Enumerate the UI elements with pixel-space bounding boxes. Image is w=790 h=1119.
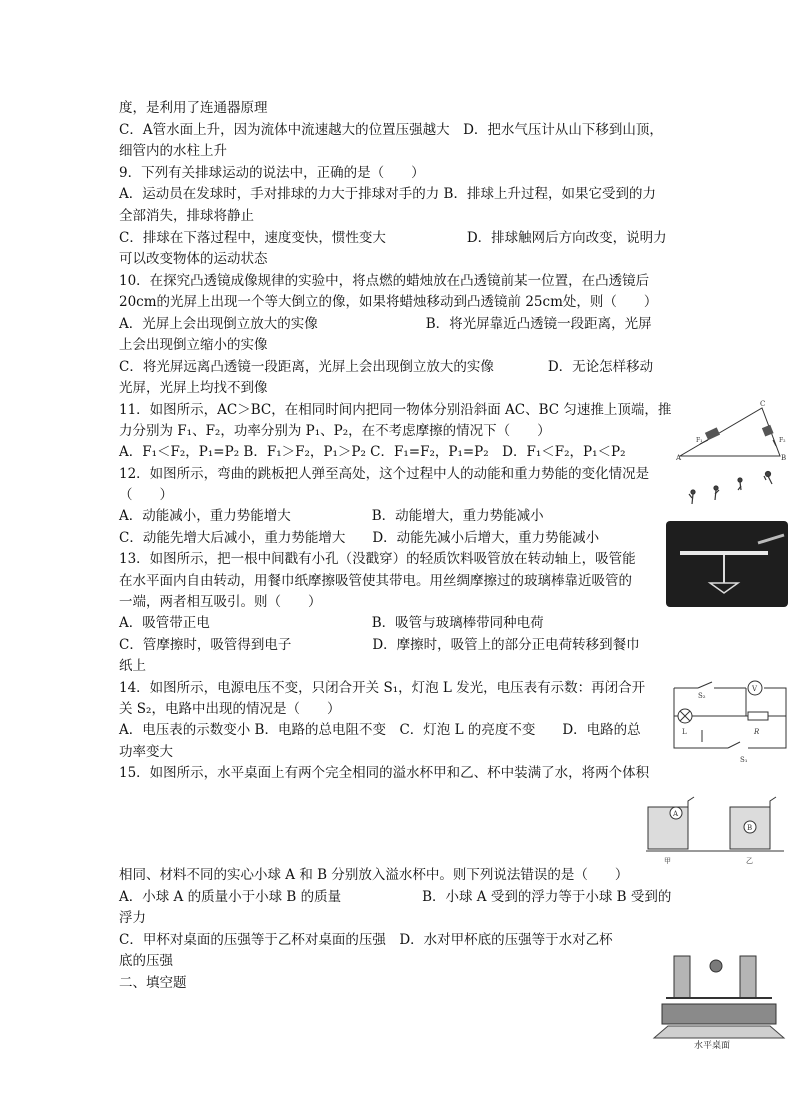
switch-s1-blade bbox=[728, 742, 740, 748]
text-line: 20cm的光屏上出现一个等大倒立的像，如果将蜡烛移动到凸透镜前 25cm处，则（ ） bbox=[119, 294, 658, 310]
wire-right bbox=[748, 688, 786, 748]
text-line: A．光屏上会出现倒立放大的实像 B．将光屏靠近凸透镜一段距离，光屏 bbox=[119, 316, 652, 332]
cup-yi bbox=[730, 797, 776, 849]
text-line: A．小球 A 的质量小于小球 B 的质量 B．小球 A 受到的浮力等于小球 B 受到的 bbox=[119, 889, 672, 905]
block-on-ac bbox=[705, 427, 720, 440]
incline-label-a: A bbox=[676, 454, 682, 462]
label-r: R bbox=[754, 728, 760, 736]
incline-label-c: C bbox=[760, 400, 766, 408]
text-line: （ ） bbox=[119, 487, 173, 503]
question-14: 14．如图所示，电源电压不变，只闭合开关 S₁，灯泡 L 发光，电压表有示数：再闭合开 bbox=[119, 680, 646, 696]
resistor-symbol bbox=[748, 712, 768, 720]
question-9: 9．下列有关排球运动的说法中，正确的是（ ） bbox=[119, 165, 425, 181]
text-line: 功率变大 bbox=[119, 744, 173, 760]
balance-pivot bbox=[710, 960, 722, 972]
label-s1: S₁ bbox=[740, 756, 748, 764]
jumper-figure-2 bbox=[714, 486, 719, 500]
overflow-cups-figure bbox=[646, 795, 786, 867]
label-s2: S₂ bbox=[698, 692, 706, 700]
text-line: A．吸管带正电 B．吸管与玻璃棒带同种电荷 bbox=[119, 615, 544, 631]
jumper-figure-1 bbox=[689, 490, 695, 504]
cup-yi-spout bbox=[770, 797, 776, 807]
text-line: 细管内的水柱上升 bbox=[119, 143, 227, 159]
question-11: 11．如图所示，AC＞BC，在相同时间内把同一物体分别沿斜面 AC、BC 匀速推上顶端，推 bbox=[119, 402, 672, 418]
circuit-figure bbox=[668, 678, 790, 764]
switch-s2-blade bbox=[698, 682, 712, 688]
text-line: 力分别为 F₁、F₂，功率分别为 P₁、P₂，在不考虑摩擦的情况下（ ） bbox=[119, 423, 551, 439]
text-line: 全部消失，排球将静止 bbox=[119, 208, 254, 224]
text-line: 可以改变物体的运动状态 bbox=[119, 251, 268, 267]
incline-label-f1: F₁ bbox=[696, 437, 703, 444]
text-line: A．电压表的示数变小 B．电路的总电阻不变 C．灯泡 L 的亮度不变 D．电路的总 bbox=[119, 722, 641, 738]
section-heading-fill-in: 二、填空题 bbox=[119, 975, 187, 991]
text-line: 一端，两者相互吸引。则（ ） bbox=[119, 594, 322, 610]
bottle-left bbox=[674, 956, 690, 998]
balance-base bbox=[662, 1004, 776, 1024]
text-line: 上会出现倒立缩小的实像 bbox=[119, 337, 268, 353]
straw-photo-drawing bbox=[666, 521, 788, 607]
text-line: 相同、材料不同的实心小球 A 和 B 分别放入溢水杯中。则下列说法错误的是（ ） bbox=[119, 867, 629, 883]
label-l: L bbox=[682, 728, 687, 736]
straw-photo bbox=[666, 521, 788, 607]
text-line: C．甲杯对桌面的压强等于乙杯对桌面的压强 D．水对甲杯底的压强等于水对乙杯 bbox=[119, 932, 613, 948]
question-10: 10．在探究凸透镜成像规律的实验中，将点燃的蜡烛放在凸透镜前某一位置，在凸透镜后 bbox=[119, 273, 650, 289]
glass-rod bbox=[758, 535, 784, 543]
text-line: C．动能先增大后减小，重力势能增大 D．动能先减小后增大，重力势能减小 bbox=[119, 530, 600, 546]
text-line: 在水平面内自由转动，用餐巾纸摩擦吸管使其带电。用丝绸摩擦过的玻璃棒靠近吸管的 bbox=[119, 573, 632, 589]
jumper-figure-4 bbox=[764, 472, 772, 485]
cup-jia-spout bbox=[688, 797, 694, 807]
ball-a-label: A bbox=[673, 810, 679, 818]
text-line: C．管摩擦时，吸管得到电子 D．摩擦时，吸管上的部分正电荷转移到餐巾 bbox=[119, 637, 640, 653]
straw bbox=[680, 551, 768, 555]
label-yi: 乙 bbox=[746, 857, 753, 865]
jumper-figure-3 bbox=[738, 478, 742, 490]
desk-caption: 水平桌面 bbox=[694, 1041, 731, 1051]
text-line: C．将光屏远离凸透镜一段距离，光屏上会出现倒立放大的实像 D．无论怎样移动 bbox=[119, 359, 654, 375]
text-line: 浮力 bbox=[119, 910, 146, 926]
text-line: 度，是利用了连通器原理 bbox=[119, 100, 268, 116]
ball-b-label: B bbox=[747, 824, 753, 832]
text-line: A．运动员在发球时，手对排球的力大于排球对手的力 B．排球上升过程，如果它受到的力 bbox=[119, 186, 656, 202]
cup-jia bbox=[648, 797, 694, 849]
desk-photo bbox=[652, 948, 786, 1052]
bottle-right bbox=[740, 956, 756, 998]
text-line: 光屏，光屏上均找不到像 bbox=[119, 380, 268, 396]
text-line: A．F₁＜F₂，P₁=P₂ B．F₁＞F₂，P₁＞P₂ C．F₁=F₂，P₁=P₂ D．F₁＜F₂，P₁＜P₂ bbox=[119, 444, 626, 460]
text-line: C．A管水面上升，因为流体中流速越大的位置压强越大 D．把水气压计从山下移到山顶， bbox=[119, 122, 663, 138]
text-line: C．排球在下落过程中，速度变快，惯性变大 D．排球触网后方向改变，说明力 bbox=[119, 230, 667, 246]
incline-label-b: B bbox=[781, 454, 787, 462]
question-13: 13．如图所示，把一根中间戳有小孔（没戳穿）的轻质饮料吸管放在转动轴上，吸管能 bbox=[119, 551, 636, 567]
text-line: 关 S₂，电路中出现的情况是（ ） bbox=[119, 701, 341, 717]
label-v: V bbox=[752, 685, 758, 693]
label-jia: 甲 bbox=[664, 857, 671, 865]
text-line: 纸上 bbox=[119, 658, 146, 674]
pivot-base bbox=[710, 583, 738, 593]
incline-label-f2: F₂ bbox=[779, 437, 786, 444]
incline-figure bbox=[676, 400, 790, 462]
text-line: A．动能减小，重力势能增大 B．动能增大，重力势能减小 bbox=[119, 508, 544, 524]
desk-top bbox=[654, 1026, 784, 1038]
springboard-figure bbox=[686, 466, 786, 522]
text-line: 底的压强 bbox=[119, 953, 173, 969]
question-12: 12．如图所示，弯曲的跳板把人弹至高处，这个过程中人的动能和重力势能的变化情况是 bbox=[119, 466, 650, 482]
question-15: 15．如图所示，水平桌面上有两个完全相同的溢水杯甲和乙、杯中装满了水，将两个体积 bbox=[119, 765, 650, 781]
